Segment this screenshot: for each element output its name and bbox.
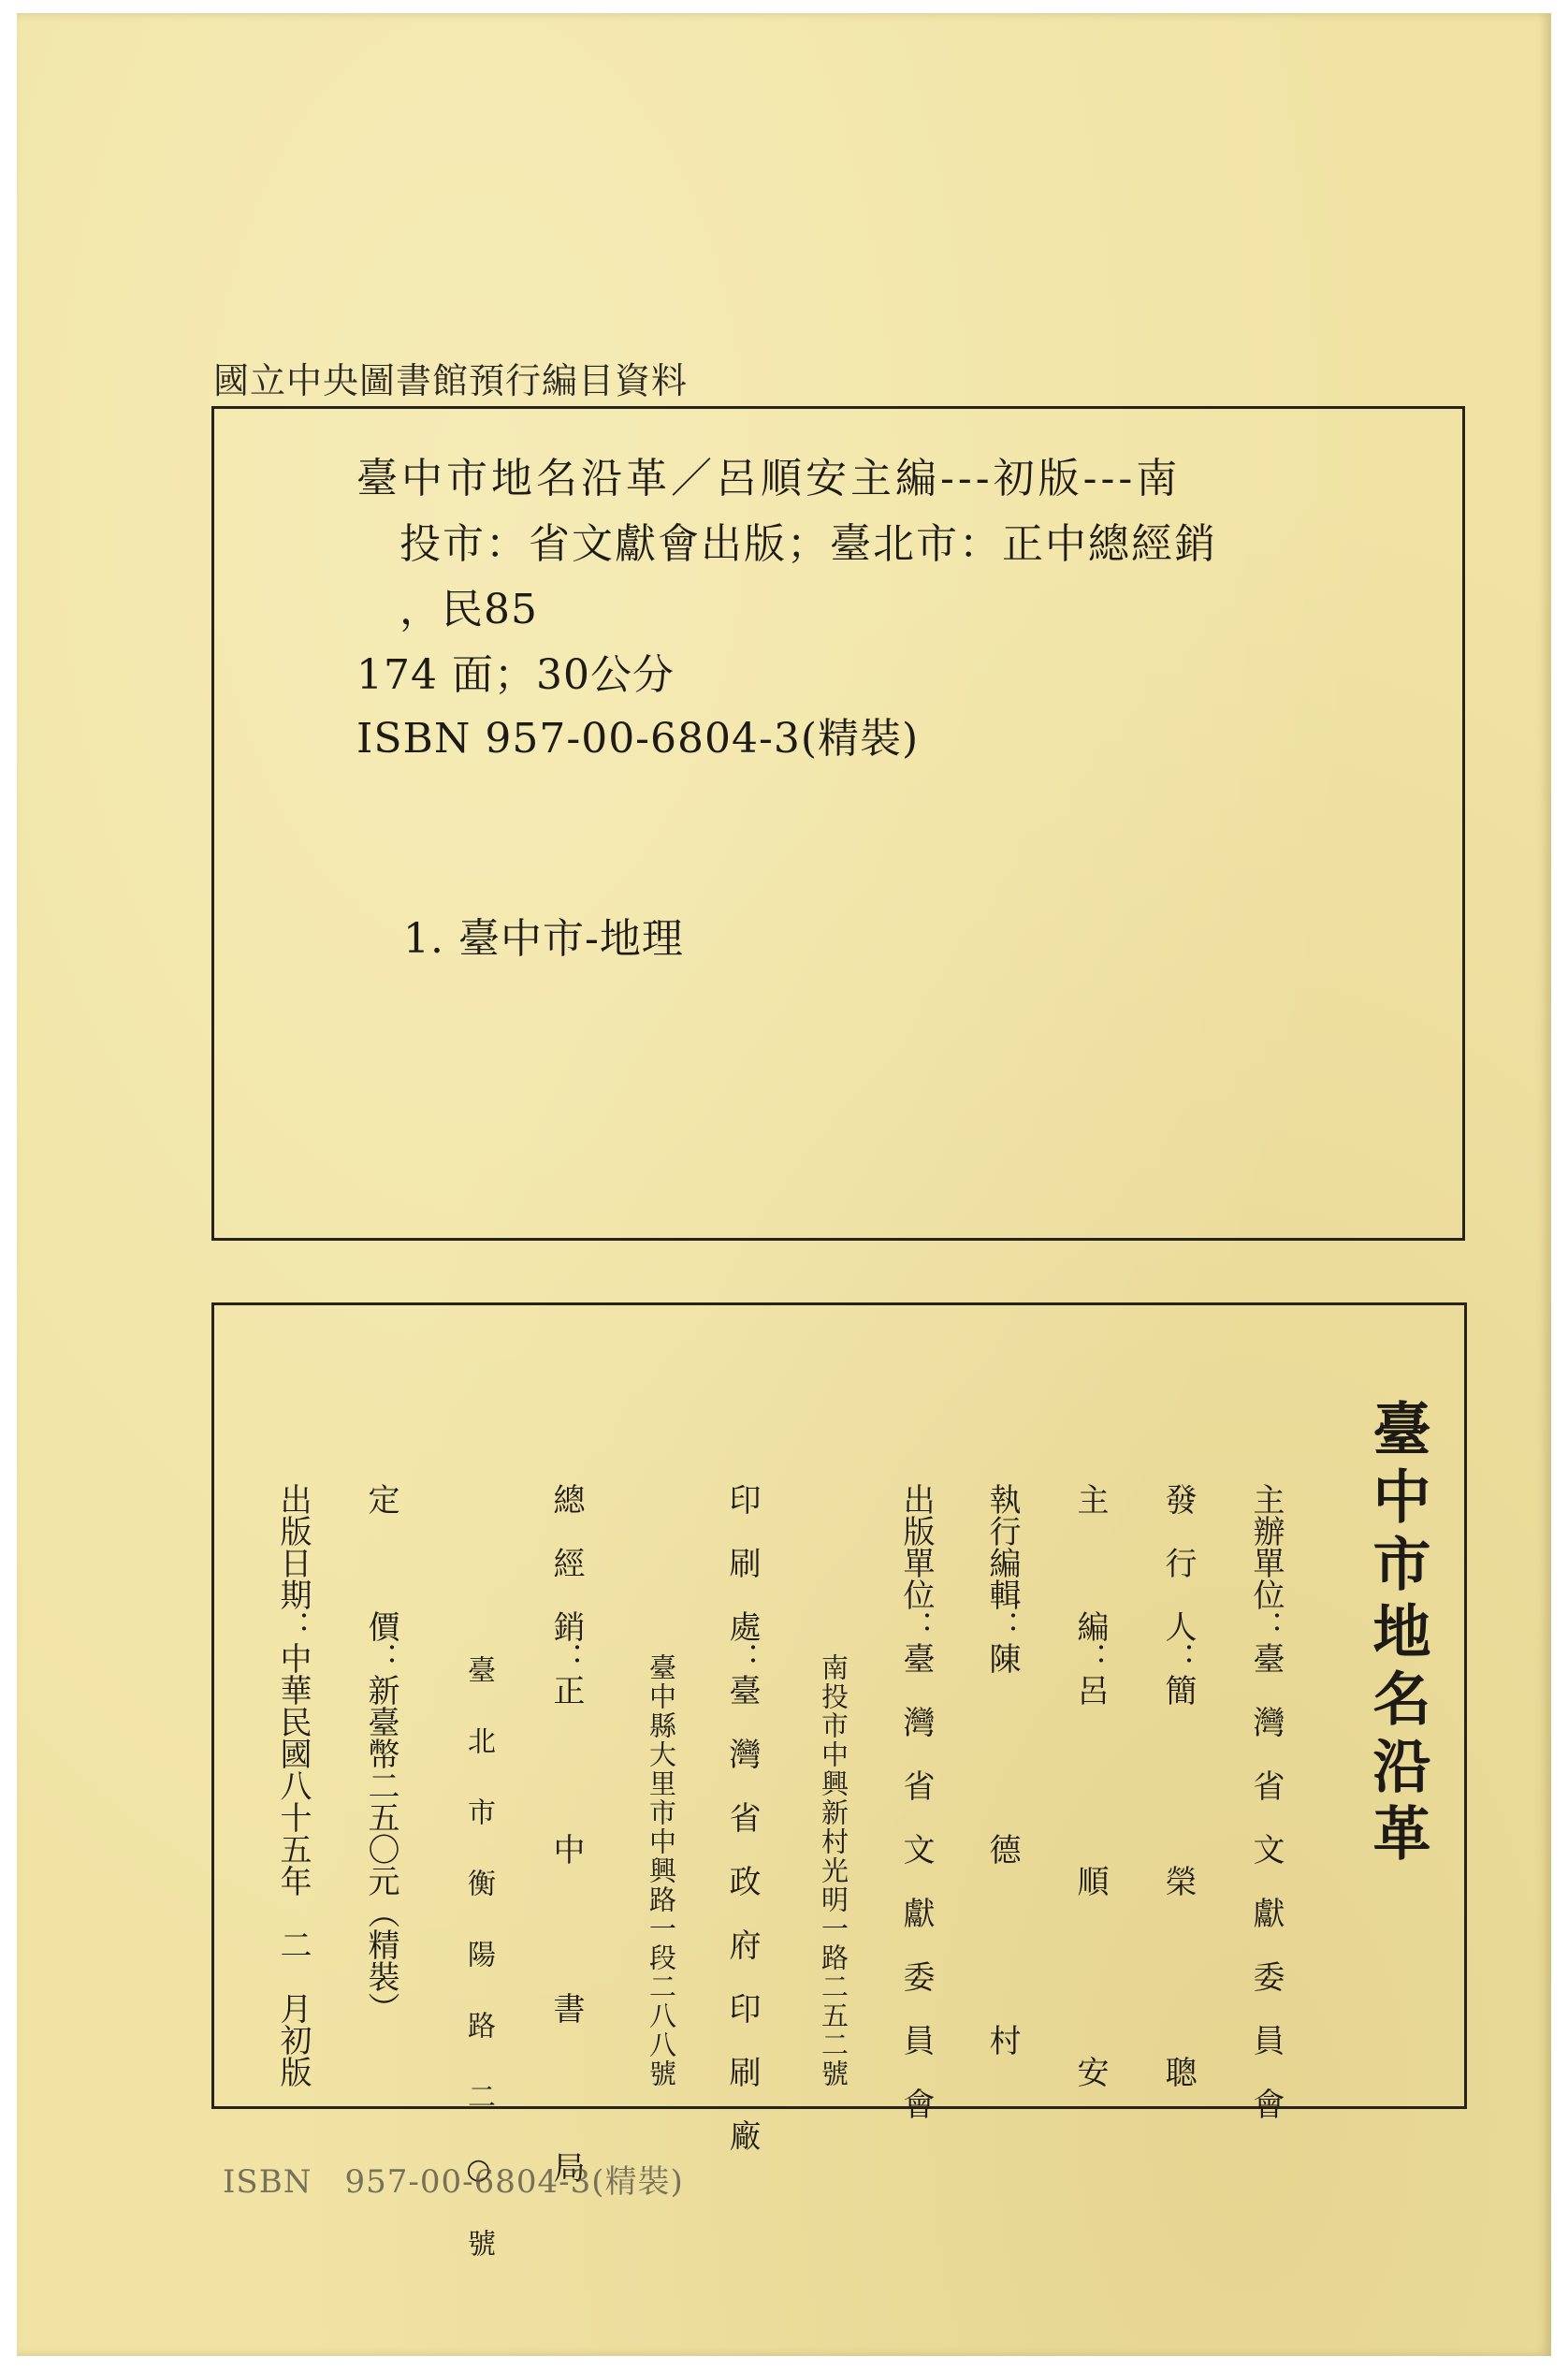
pub-date-value: 中華民國八十五年 二 月初版 — [274, 1642, 312, 2087]
cip-record-box — [211, 406, 1465, 1241]
colophon-publisher-person — [1155, 1483, 1201, 2087]
distributor-value: 正 中 書 局 — [547, 1674, 585, 2183]
cip-isbn-line: ISBN 957-00-6804-3(精裝) — [356, 715, 920, 763]
colophon-price — [358, 1483, 404, 2024]
cip-title-line: 臺中市地名沿革／呂順安主編---初版---南 — [356, 455, 1182, 502]
executive-editor-value: 陳 德 村 — [983, 1642, 1021, 2056]
colophon-pub-date — [270, 1483, 316, 2087]
executive-editor-label: 執行編輯： — [983, 1483, 1021, 1642]
printer-value: 臺 灣 省 政 府 印 刷 廠 — [723, 1674, 761, 2151]
publisher-person-label: 發 行 人： — [1159, 1483, 1197, 1674]
price-label: 定 價： — [362, 1483, 399, 1674]
price-value: 新臺幣二五〇元（精裝） — [362, 1674, 399, 2024]
cip-year-line: ，民85 — [399, 586, 538, 633]
editor-label: 主 編： — [1071, 1483, 1109, 1674]
cip-subject-line: 1. 臺中市-地理 — [403, 915, 684, 963]
cip-heading: 國立中央圖書館預行編目資料 — [213, 360, 689, 401]
editor-value: 呂 順 安 — [1071, 1674, 1109, 2087]
colophon-distributor — [544, 1483, 589, 2183]
printer-address: 臺中縣大里市中興路一段二八八號 — [646, 1653, 677, 2088]
cip-pages-line: 174 面；30公分 — [356, 651, 675, 699]
distributor-address: 臺 北 市 衡 陽 路 二 ○ 號 — [462, 1655, 495, 2264]
footer-isbn: ISBN 957-00-6804-3(精裝) — [223, 2163, 684, 2201]
colophon-publisher-unit — [893, 1483, 939, 2119]
distributor-label: 總 經 銷： — [547, 1483, 585, 1674]
printer-label: 印 刷 處： — [723, 1483, 761, 1674]
colophon-editor — [1067, 1483, 1113, 2087]
colophon-book-title: 臺中市地名沿革 — [1363, 1399, 1431, 1870]
publisher-person-value: 簡 榮 聰 — [1159, 1674, 1197, 2087]
publisher-address: 南投市中興新村光明一路二五二號 — [818, 1653, 849, 2088]
colophon-executive-editor — [980, 1483, 1025, 2056]
publisher-unit-value: 臺 灣 省 文 獻 委 員 會 — [897, 1642, 935, 2119]
book-page — [17, 13, 1551, 2356]
colophon-printer — [719, 1483, 765, 2151]
cip-publisher-line: 投市：省文獻會出版；臺北市：正中總經銷 — [399, 520, 1217, 568]
colophon-sponsor — [1243, 1483, 1289, 2119]
sponsor-label: 主辦單位： — [1247, 1483, 1285, 1642]
sponsor-value: 臺 灣 省 文 獻 委 員 會 — [1247, 1642, 1285, 2119]
pub-date-label: 出版日期： — [274, 1483, 312, 1642]
publisher-unit-label: 出版單位： — [897, 1483, 935, 1642]
